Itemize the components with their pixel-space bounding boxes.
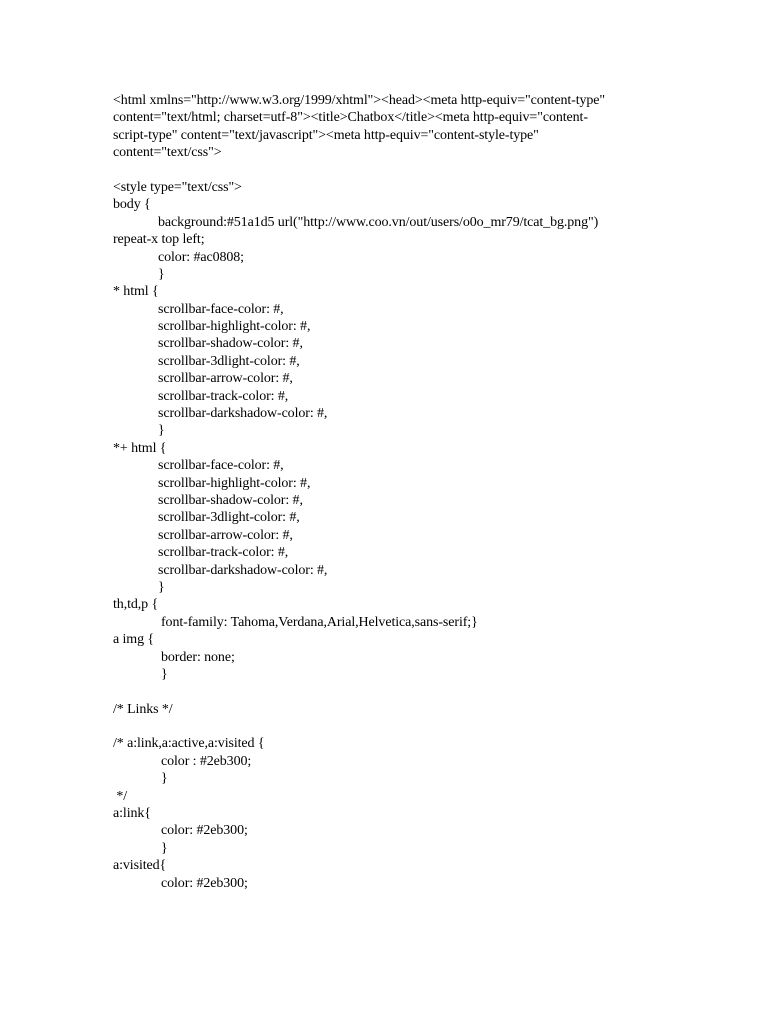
rule-selector: *+ html { [113,440,167,456]
rule-close: } [161,771,168,787]
body-rule [113,196,658,283]
plus-html-scrollbar-rule [113,440,658,597]
rule-property: scrollbar-arrow-color: #, [158,527,293,543]
blank-line [113,162,658,179]
rule-property: scrollbar-face-color: #, [158,301,284,317]
rule-selector: * html { [113,284,159,300]
blank-line [113,718,658,735]
comment-end: */ [113,788,128,804]
rule-property-continuation: repeat-x top left; [113,232,205,248]
rule-property: scrollbar-arrow-color: #, [158,371,293,387]
rule-property: scrollbar-shadow-color: #, [158,492,303,508]
text-line: content="text/html; charset=utf-8"><title>Chatbox</title><meta http-equiv="content- [113,110,588,126]
rule-property: color: #ac0808; [158,249,244,265]
style-open-tag: <style type="text/css"> [113,179,242,195]
rule-property: scrollbar-track-color: #, [158,388,289,404]
font-family-rule [113,596,658,631]
rule-selector: /* a:link,a:active,a:visited { [113,736,265,752]
rule-property: color: #2eb300; [161,823,248,839]
rule-property: scrollbar-track-color: #, [158,545,289,561]
rule-property: scrollbar-shadow-color: #, [158,336,303,352]
html-header-block [113,92,658,162]
rule-close: } [161,840,168,856]
links-comment: /* Links */ [113,701,173,717]
text-line: script-type" content="text/javascript"><meta http-equiv="content-style-type" [113,127,539,143]
rule-selector: th,td,p { [113,597,159,613]
rule-selector: a:link{ [113,806,151,822]
link-rule [113,805,658,857]
text-line: content="text/css"> [113,145,222,161]
rule-property: background:#51a1d5 url("http://www.coo.vn/out/users/o0o_mr79/tcat_bg.png") [158,214,599,230]
rule-property: scrollbar-darkshadow-color: #, [158,406,328,422]
rule-property: scrollbar-3dlight-color: #, [158,510,300,526]
rule-close: } [158,266,165,282]
rule-property: color : #2eb300; [161,753,252,769]
commented-link-rule [113,735,658,805]
rule-property: scrollbar-3dlight-color: #, [158,353,300,369]
rule-property: scrollbar-darkshadow-color: #, [158,562,328,578]
html-scrollbar-rule [113,283,658,440]
rule-property: scrollbar-highlight-color: #, [158,319,311,335]
rule-close: } [161,666,168,682]
document-page [113,92,658,892]
rule-close: } [158,423,165,439]
rule-property: scrollbar-highlight-color: #, [158,475,311,491]
text-line: <html xmlns="http://www.w3.org/1999/xhtml"><head><meta http-equiv="content-type" [113,93,606,108]
rule-property: scrollbar-face-color: #, [158,458,284,474]
rule-property: font-family: Tahoma,Verdana,Arial,Helvetica,sans-serif;} [161,614,478,630]
rule-close: } [158,579,165,595]
rule-selector: a:visited{ [113,858,167,874]
img-border-rule [113,631,658,683]
rule-selector: a img { [113,632,155,648]
rule-selector: body { [113,197,151,213]
rule-property: border: none; [161,649,235,665]
visited-rule [113,857,658,892]
rule-property: color: #2eb300; [161,875,248,891]
blank-line [113,683,658,700]
